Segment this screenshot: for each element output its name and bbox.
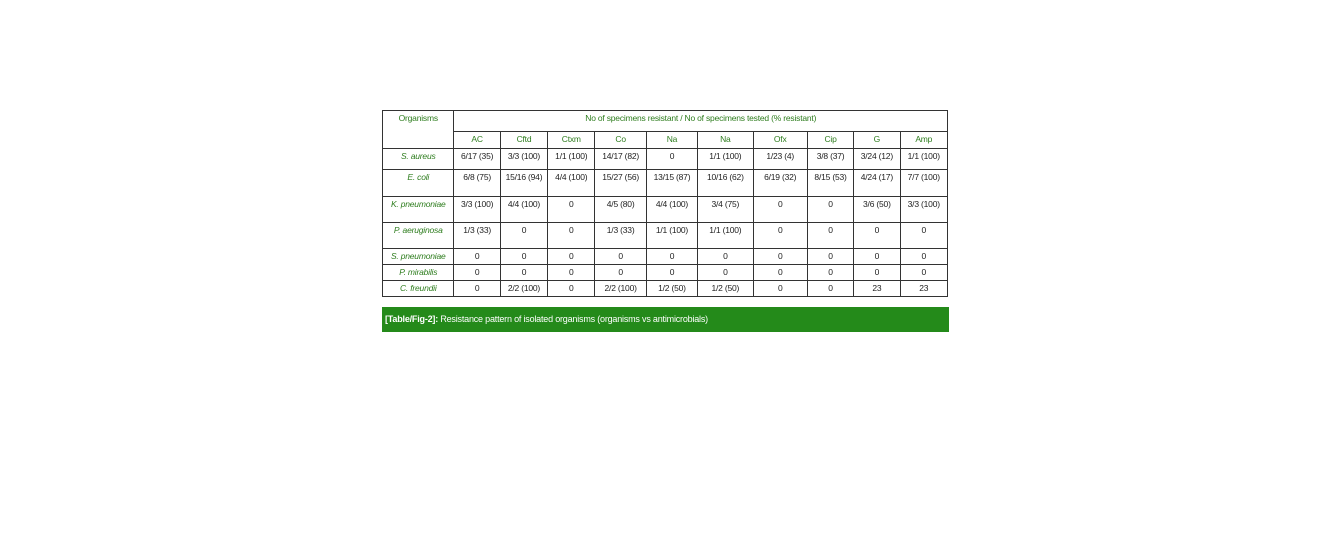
table-cell: 0 [753,281,807,297]
table-cell: 0 [753,197,807,223]
table-row [383,170,948,197]
resistance-span-header: No of specimens resistant / No of specimens tested (% resistant) [454,111,948,132]
table-cell: 0 [698,249,753,265]
table-cell: 0 [900,249,947,265]
table-cell: 0 [646,265,697,281]
table-cell: 0 [595,265,646,281]
organism-name: P. mirabilis [383,265,454,281]
column-header: Cip [807,132,853,149]
table-cell: 2/2 (100) [500,281,547,297]
table-cell: 0 [548,265,595,281]
table-cell: 14/17 (82) [595,149,646,170]
table-cell: 1/1 (100) [698,149,753,170]
table-cell: 0 [807,281,853,297]
table-cell: 0 [854,249,900,265]
column-header: Na [698,132,753,149]
table-cell: 23 [900,281,947,297]
table-cell: 0 [753,223,807,249]
column-header: AC [454,132,500,149]
column-header: G [854,132,900,149]
table-cell: 6/8 (75) [454,170,500,197]
column-header: Cftd [500,132,547,149]
table-cell: 0 [854,265,900,281]
column-header: Na [646,132,697,149]
table-row [383,197,948,223]
table-cell: 0 [548,281,595,297]
table-row [383,249,948,265]
table-cell: 0 [595,249,646,265]
table-cell: 15/27 (56) [595,170,646,197]
column-header: Ofx [753,132,807,149]
resistance-table [382,110,948,297]
table-cell: 0 [854,223,900,249]
organism-name: P. aeruginosa [383,223,454,249]
table-cell: 0 [646,249,697,265]
table-cell: 0 [454,281,500,297]
table-cell: 15/16 (94) [500,170,547,197]
table-cell: 4/24 (17) [854,170,900,197]
table-cell: 0 [646,149,697,170]
figure-caption [382,307,949,332]
table-cell: 3/3 (100) [500,149,547,170]
table-cell: 4/4 (100) [500,197,547,223]
table-cell: 0 [698,265,753,281]
organism-name: S. aureus [383,149,454,170]
table-cell: 6/17 (35) [454,149,500,170]
table-cell: 1/1 (100) [698,223,753,249]
table-cell: 7/7 (100) [900,170,947,197]
table-cell: 0 [548,249,595,265]
table-cell: 0 [500,265,547,281]
table-header-row [383,111,948,132]
table-cell: 1/1 (100) [548,149,595,170]
caption-tag: [Table/Fig-2]: [385,314,439,324]
table-cell: 23 [854,281,900,297]
table-figure [382,110,949,332]
table-cell: 0 [753,265,807,281]
table-cell: 0 [753,249,807,265]
table-cell: 3/6 (50) [854,197,900,223]
table-cell: 0 [548,223,595,249]
table-cell: 1/1 (100) [646,223,697,249]
table-cell: 3/3 (100) [900,197,947,223]
table-cell: 0 [500,223,547,249]
table-cell: 8/15 (53) [807,170,853,197]
table-cell: 0 [454,249,500,265]
table-cell: 2/2 (100) [595,281,646,297]
table-cell: 1/1 (100) [900,149,947,170]
table-row [383,281,948,297]
antimicrobial-header-row [383,132,948,149]
table-cell: 4/4 (100) [646,197,697,223]
table-cell: 1/3 (33) [454,223,500,249]
organism-name: C. freundii [383,281,454,297]
table-cell: 1/23 (4) [753,149,807,170]
table-row [383,223,948,249]
table-cell: 1/2 (50) [646,281,697,297]
table-cell: 6/19 (32) [753,170,807,197]
table-cell: 0 [500,249,547,265]
organism-name: S. pneumoniae [383,249,454,265]
table-cell: 10/16 (62) [698,170,753,197]
table-cell: 3/8 (37) [807,149,853,170]
table-cell: 0 [807,249,853,265]
table-row [383,265,948,281]
table-cell: 3/4 (75) [698,197,753,223]
table-cell: 1/2 (50) [698,281,753,297]
table-cell: 4/5 (80) [595,197,646,223]
table-cell: 0 [807,265,853,281]
organism-name: E. coli [383,170,454,197]
caption-text: Resistance pattern of isolated organisms (organisms vs antimicrobials) [438,314,708,324]
column-header: Amp [900,132,947,149]
column-header: Co [595,132,646,149]
table-cell: 0 [900,265,947,281]
table-cell: 1/3 (33) [595,223,646,249]
table-cell: 0 [807,223,853,249]
table-cell: 4/4 (100) [548,170,595,197]
table-row [383,149,948,170]
table-cell: 0 [548,197,595,223]
table-cell: 13/15 (87) [646,170,697,197]
table-cell: 3/24 (12) [854,149,900,170]
column-header: Ctxm [548,132,595,149]
organism-name: K. pneumoniae [383,197,454,223]
table-cell: 0 [454,265,500,281]
table-cell: 3/3 (100) [454,197,500,223]
table-cell: 0 [900,223,947,249]
table-cell: 0 [807,197,853,223]
organisms-header: Organisms [383,111,454,149]
